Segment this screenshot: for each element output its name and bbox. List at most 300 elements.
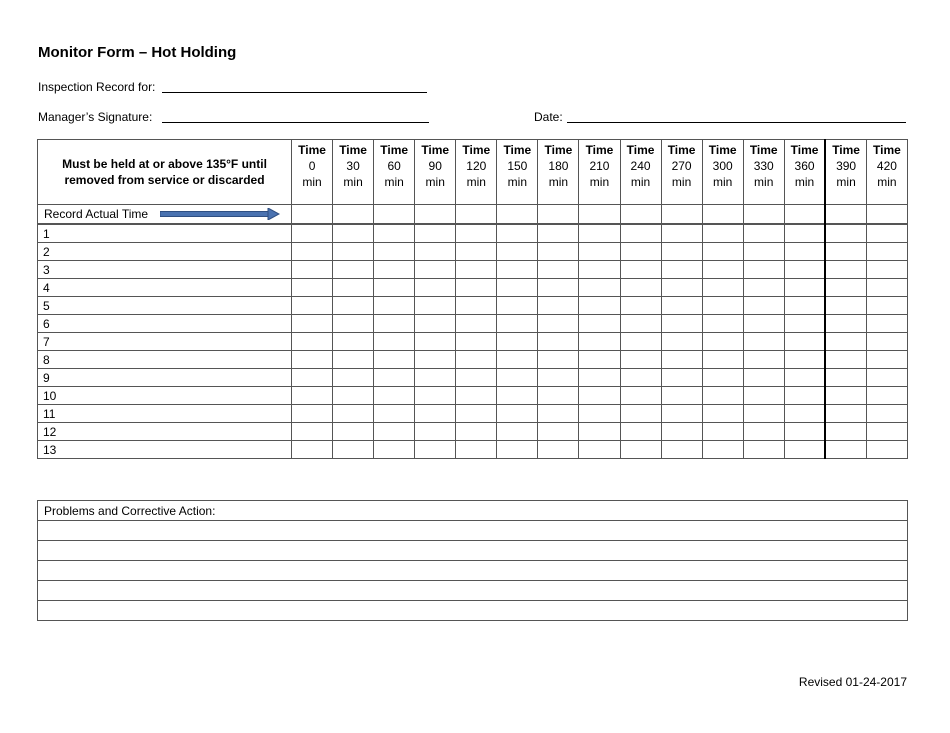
temperature-cell[interactable] — [456, 369, 497, 387]
temperature-cell[interactable] — [415, 315, 456, 333]
inspection-record-input[interactable] — [162, 92, 427, 93]
temperature-cell[interactable] — [538, 297, 579, 315]
temperature-cell[interactable] — [333, 224, 374, 243]
temperature-cell[interactable] — [743, 405, 784, 423]
temperature-cell[interactable] — [374, 297, 415, 315]
time-header-unit: min — [754, 175, 774, 189]
temperature-cell[interactable] — [456, 297, 497, 315]
temperature-cell[interactable] — [415, 261, 456, 279]
temperature-cell[interactable] — [538, 261, 579, 279]
temperature-cell[interactable] — [825, 224, 866, 243]
time-header-unit: min — [507, 175, 528, 189]
temperature-cell[interactable] — [333, 279, 374, 297]
temperature-cell[interactable] — [866, 423, 907, 441]
temperature-cell[interactable] — [415, 279, 456, 297]
time-column-header — [292, 140, 333, 205]
temperature-cell[interactable] — [743, 387, 784, 405]
time-header-unit: min — [384, 175, 404, 189]
temperature-cell[interactable] — [456, 224, 497, 243]
revised-date: Revised 01-24-2017 — [798, 675, 907, 689]
temperature-cell[interactable] — [743, 315, 784, 333]
problems-label: Problems and Corrective Action: — [38, 501, 908, 521]
time-header-value: 90 — [428, 159, 442, 173]
time-header-unit: min — [877, 175, 897, 189]
time-header-value: 420 — [876, 159, 897, 173]
row-number: 12 — [38, 423, 292, 441]
temperature-cell[interactable] — [374, 441, 415, 459]
temperature-cell[interactable] — [784, 279, 825, 297]
temperature-cell[interactable] — [702, 243, 743, 261]
temperature-cell[interactable] — [374, 243, 415, 261]
record-time-cell[interactable] — [415, 205, 456, 225]
temperature-cell[interactable] — [825, 279, 866, 297]
temperature-cell[interactable] — [292, 351, 333, 369]
temperature-cell[interactable] — [825, 423, 866, 441]
temperature-cell[interactable] — [866, 405, 907, 423]
temperature-cell[interactable] — [702, 387, 743, 405]
row-number: 5 — [38, 297, 292, 315]
temperature-cell[interactable] — [620, 405, 661, 423]
temperature-cell[interactable] — [333, 369, 374, 387]
temperature-cell[interactable] — [292, 279, 333, 297]
temperature-cell[interactable] — [333, 441, 374, 459]
time-header-value: 300 — [712, 159, 733, 173]
temperature-cell[interactable] — [538, 315, 579, 333]
temperature-cell[interactable] — [497, 224, 538, 243]
temperature-cell[interactable] — [374, 351, 415, 369]
temperature-cell[interactable] — [579, 423, 620, 441]
temperature-cell[interactable] — [538, 369, 579, 387]
temperature-cell[interactable] — [538, 243, 579, 261]
time-header-value: 60 — [387, 159, 401, 173]
table-row — [38, 297, 908, 315]
temperature-cell[interactable] — [743, 224, 784, 243]
temperature-cell[interactable] — [497, 369, 538, 387]
temperature-cell[interactable] — [538, 405, 579, 423]
temperature-cell[interactable] — [374, 315, 415, 333]
temperature-cell[interactable] — [374, 224, 415, 243]
temperature-cell[interactable] — [292, 333, 333, 351]
temperature-cell[interactable] — [374, 369, 415, 387]
temperature-cell[interactable] — [784, 423, 825, 441]
temperature-cell[interactable] — [415, 441, 456, 459]
temperature-cell[interactable] — [866, 315, 907, 333]
temperature-cell[interactable] — [415, 243, 456, 261]
temperature-cell[interactable] — [620, 387, 661, 405]
row-number: 10 — [38, 387, 292, 405]
temperature-cell[interactable] — [825, 405, 866, 423]
temperature-cell[interactable] — [292, 423, 333, 441]
temperature-cell[interactable] — [702, 315, 743, 333]
temperature-cell[interactable] — [784, 405, 825, 423]
row-number: 3 — [38, 261, 292, 279]
temperature-cell[interactable] — [456, 387, 497, 405]
record-time-cell[interactable] — [620, 205, 661, 225]
temperature-cell[interactable] — [579, 387, 620, 405]
temperature-cell[interactable] — [743, 423, 784, 441]
temperature-cell[interactable] — [497, 243, 538, 261]
time-header-unit: min — [712, 175, 733, 189]
temperature-cell[interactable] — [415, 351, 456, 369]
date-label: Date: — [534, 110, 563, 124]
temperature-cell[interactable] — [702, 441, 743, 459]
temperature-cell[interactable] — [456, 423, 497, 441]
temperature-cell[interactable] — [702, 297, 743, 315]
temperature-cell[interactable] — [784, 387, 825, 405]
time-header-value: 120 — [466, 159, 487, 173]
temperature-cell[interactable] — [784, 315, 825, 333]
temperature-cell[interactable] — [456, 315, 497, 333]
temperature-cell[interactable] — [866, 297, 907, 315]
temperature-cell[interactable] — [825, 441, 866, 459]
temperature-cell[interactable] — [292, 441, 333, 459]
temperature-cell[interactable] — [743, 369, 784, 387]
temperature-cell[interactable] — [702, 333, 743, 351]
temperature-cell[interactable] — [825, 261, 866, 279]
row-number: 7 — [38, 333, 292, 351]
temperature-cell[interactable] — [866, 387, 907, 405]
corrective-action-entry[interactable] — [38, 601, 908, 621]
temperature-cell[interactable] — [661, 279, 702, 297]
manager-signature-label: Manager’s Signature: — [38, 110, 153, 124]
temperature-cell[interactable] — [620, 279, 661, 297]
temperature-cell[interactable] — [620, 243, 661, 261]
row-number: 11 — [38, 405, 292, 423]
time-column-header — [620, 140, 661, 205]
temperature-cell[interactable] — [661, 441, 702, 459]
temperature-cell[interactable] — [333, 405, 374, 423]
temperature-cell[interactable] — [743, 297, 784, 315]
table-header-row — [38, 140, 908, 205]
temperature-cell[interactable] — [620, 423, 661, 441]
temperature-cell[interactable] — [415, 423, 456, 441]
temperature-cell[interactable] — [661, 369, 702, 387]
temperature-cell[interactable] — [784, 297, 825, 315]
time-header-label: Time — [462, 143, 491, 157]
temperature-cell[interactable] — [333, 423, 374, 441]
time-column-header — [333, 140, 374, 205]
temperature-cell[interactable] — [743, 441, 784, 459]
time-header-value: 330 — [753, 159, 774, 173]
temperature-cell[interactable] — [333, 297, 374, 315]
table-row — [38, 279, 908, 297]
problems-header-row — [38, 501, 908, 521]
temperature-cell[interactable] — [784, 243, 825, 261]
temperature-cell[interactable] — [456, 333, 497, 351]
temperature-cell[interactable] — [743, 351, 784, 369]
temperature-cell[interactable] — [784, 351, 825, 369]
temperature-cell[interactable] — [497, 441, 538, 459]
table-row — [38, 315, 908, 333]
table-row — [38, 387, 908, 405]
record-time-cell[interactable] — [374, 205, 415, 225]
temperature-cell[interactable] — [579, 369, 620, 387]
temperature-cell[interactable] — [743, 243, 784, 261]
time-header-label: Time — [585, 143, 614, 157]
temperature-cell[interactable] — [579, 297, 620, 315]
temperature-cell[interactable] — [456, 441, 497, 459]
row-number: 13 — [38, 441, 292, 459]
record-time-cell[interactable] — [661, 205, 702, 225]
temperature-cell[interactable] — [415, 405, 456, 423]
temperature-cell[interactable] — [825, 333, 866, 351]
temperature-cell[interactable] — [661, 315, 702, 333]
record-time-cell[interactable] — [333, 205, 374, 225]
temperature-cell[interactable] — [620, 224, 661, 243]
temperature-cell[interactable] — [825, 387, 866, 405]
record-time-cell[interactable] — [292, 205, 333, 225]
problems-row — [38, 581, 908, 601]
temperature-cell[interactable] — [825, 369, 866, 387]
time-header-label: Time — [626, 143, 655, 157]
temperature-cell[interactable] — [784, 441, 825, 459]
corrective-action-entry[interactable] — [38, 581, 908, 601]
time-column-header — [415, 140, 456, 205]
temperature-cell[interactable] — [374, 405, 415, 423]
time-column-header — [374, 140, 415, 205]
table-row — [38, 423, 908, 441]
time-column-header — [456, 140, 497, 205]
time-column-header — [784, 140, 825, 205]
table-row — [38, 369, 908, 387]
date-input[interactable] — [567, 122, 906, 123]
temperature-cell[interactable] — [702, 405, 743, 423]
temperature-cell[interactable] — [415, 369, 456, 387]
time-header-label: Time — [298, 143, 326, 157]
temperature-cell[interactable] — [292, 405, 333, 423]
time-column-header — [702, 140, 743, 205]
temperature-cell[interactable] — [456, 261, 497, 279]
temperature-cell[interactable] — [702, 279, 743, 297]
temperature-cell[interactable] — [579, 405, 620, 423]
temperature-cell[interactable] — [292, 261, 333, 279]
row-number: 2 — [38, 243, 292, 261]
time-column-header — [825, 140, 866, 205]
temperature-cell[interactable] — [415, 333, 456, 351]
temperature-cell[interactable] — [333, 261, 374, 279]
temperature-cell[interactable] — [292, 315, 333, 333]
temperature-cell[interactable] — [292, 387, 333, 405]
problems-row — [38, 521, 908, 541]
temperature-cell[interactable] — [743, 279, 784, 297]
inspection-record-label: Inspection Record for: — [38, 80, 156, 94]
row-number: 6 — [38, 315, 292, 333]
temperature-cell[interactable] — [497, 297, 538, 315]
temperature-cell[interactable] — [579, 224, 620, 243]
temperature-cell[interactable] — [374, 279, 415, 297]
temperature-cell[interactable] — [702, 423, 743, 441]
row-number: 8 — [38, 351, 292, 369]
temperature-cell[interactable] — [661, 351, 702, 369]
temperature-cell[interactable] — [825, 351, 866, 369]
time-column-header — [866, 140, 907, 205]
temperature-cell[interactable] — [866, 261, 907, 279]
temperature-cell[interactable] — [661, 243, 702, 261]
temperature-cell[interactable] — [661, 261, 702, 279]
temperature-cell[interactable] — [825, 315, 866, 333]
record-actual-time-row — [38, 205, 908, 225]
temperature-cell[interactable] — [374, 423, 415, 441]
record-time-cell[interactable] — [784, 205, 825, 225]
time-header-label: Time — [421, 143, 450, 157]
temperature-cell[interactable] — [661, 297, 702, 315]
problems-row — [38, 601, 908, 621]
temperature-cell[interactable] — [374, 261, 415, 279]
temperature-cell[interactable] — [702, 224, 743, 243]
time-header-value: 240 — [630, 159, 651, 173]
temperature-cell[interactable] — [292, 243, 333, 261]
temperature-cell[interactable] — [866, 243, 907, 261]
temperature-cell[interactable] — [579, 333, 620, 351]
time-header-unit: min — [548, 175, 569, 189]
table-row — [38, 351, 908, 369]
time-header-label: Time — [790, 143, 819, 157]
temperature-cell[interactable] — [743, 261, 784, 279]
temperature-cell[interactable] — [456, 279, 497, 297]
table-row — [38, 224, 908, 243]
time-header-label: Time — [667, 143, 696, 157]
temperature-cell[interactable] — [620, 315, 661, 333]
time-header-label: Time — [832, 143, 860, 157]
record-time-cell[interactable] — [538, 205, 579, 225]
time-header-label: Time — [749, 143, 778, 157]
manager-signature-input[interactable] — [162, 122, 429, 123]
temperature-cell[interactable] — [415, 387, 456, 405]
time-header-unit: min — [630, 175, 651, 189]
temperature-cell[interactable] — [825, 297, 866, 315]
temperature-cell[interactable] — [538, 351, 579, 369]
temperature-cell[interactable] — [661, 423, 702, 441]
temperature-cell[interactable] — [292, 224, 333, 243]
temperature-cell[interactable] — [292, 297, 333, 315]
holding-requirement: Must be held at or above 135°F until removed from service or discarded — [38, 140, 292, 205]
temperature-cell[interactable] — [497, 333, 538, 351]
temperature-cell[interactable] — [538, 387, 579, 405]
arrow-right-icon — [160, 208, 280, 220]
temperature-cell[interactable] — [661, 224, 702, 243]
temperature-cell[interactable] — [866, 351, 907, 369]
temperature-cell[interactable] — [784, 224, 825, 243]
corrective-action-entry[interactable] — [38, 561, 908, 581]
temperature-cell[interactable] — [456, 351, 497, 369]
record-time-cell[interactable] — [497, 205, 538, 225]
temperature-cell[interactable] — [333, 243, 374, 261]
time-header-label: Time — [544, 143, 573, 157]
temperature-cell[interactable] — [333, 351, 374, 369]
temperature-cell[interactable] — [784, 333, 825, 351]
time-column-header — [497, 140, 538, 205]
temperature-cell[interactable] — [743, 333, 784, 351]
temperature-cell[interactable] — [579, 351, 620, 369]
temperature-cell[interactable] — [579, 243, 620, 261]
temperature-cell[interactable] — [866, 441, 907, 459]
time-column-header — [661, 140, 702, 205]
temperature-cell[interactable] — [456, 405, 497, 423]
time-header-value: 30 — [346, 159, 360, 173]
time-header-unit: min — [425, 175, 445, 189]
time-column-header — [579, 140, 620, 205]
temperature-cell[interactable] — [702, 369, 743, 387]
temperature-cell[interactable] — [702, 261, 743, 279]
row-number: 1 — [38, 224, 292, 243]
temperature-cell[interactable] — [374, 387, 415, 405]
temperature-cell[interactable] — [497, 405, 538, 423]
record-time-cell[interactable] — [866, 205, 907, 225]
record-time-cell[interactable] — [702, 205, 743, 225]
temperature-cell[interactable] — [620, 261, 661, 279]
temperature-cell[interactable] — [292, 369, 333, 387]
temperature-cell[interactable] — [333, 333, 374, 351]
temperature-cell[interactable] — [866, 369, 907, 387]
temperature-cell[interactable] — [866, 224, 907, 243]
temperature-cell[interactable] — [620, 351, 661, 369]
temperature-cell[interactable] — [538, 333, 579, 351]
temperature-cell[interactable] — [538, 279, 579, 297]
temperature-cell[interactable] — [497, 279, 538, 297]
temperature-cell[interactable] — [579, 279, 620, 297]
temperature-cell[interactable] — [784, 261, 825, 279]
temperature-cell[interactable] — [538, 441, 579, 459]
temperature-cell[interactable] — [620, 297, 661, 315]
temperature-cell[interactable] — [579, 441, 620, 459]
temperature-cell[interactable] — [661, 405, 702, 423]
temperature-cell[interactable] — [579, 315, 620, 333]
temperature-cell[interactable] — [866, 333, 907, 351]
time-header-unit: min — [794, 175, 815, 189]
hot-holding-log-table — [37, 139, 908, 459]
temperature-cell[interactable] — [497, 261, 538, 279]
temperature-cell[interactable] — [702, 351, 743, 369]
temperature-cell[interactable] — [538, 423, 579, 441]
time-header-unit: min — [302, 175, 322, 189]
temperature-cell[interactable] — [661, 387, 702, 405]
temperature-cell[interactable] — [620, 333, 661, 351]
corrective-action-entry[interactable] — [38, 521, 908, 541]
temperature-cell[interactable] — [497, 315, 538, 333]
record-time-cell[interactable] — [743, 205, 784, 225]
record-time-cell[interactable] — [579, 205, 620, 225]
record-time-cell[interactable] — [825, 205, 866, 225]
temperature-cell[interactable] — [620, 369, 661, 387]
temperature-cell[interactable] — [374, 333, 415, 351]
temperature-cell[interactable] — [415, 224, 456, 243]
time-header-label: Time — [380, 143, 409, 157]
temperature-cell[interactable] — [825, 243, 866, 261]
temperature-cell[interactable] — [456, 243, 497, 261]
table-row — [38, 441, 908, 459]
time-header-value: 210 — [589, 159, 610, 173]
temperature-cell[interactable] — [538, 224, 579, 243]
time-header-value: 180 — [548, 159, 569, 173]
temperature-cell[interactable] — [497, 387, 538, 405]
page-title: Monitor Form – Hot Holding — [38, 44, 237, 61]
temperature-cell[interactable] — [784, 369, 825, 387]
temperature-cell[interactable] — [415, 297, 456, 315]
temperature-cell[interactable] — [579, 261, 620, 279]
table-row — [38, 405, 908, 423]
temperature-cell[interactable] — [866, 279, 907, 297]
temperature-cell[interactable] — [333, 387, 374, 405]
temperature-cell[interactable] — [497, 423, 538, 441]
temperature-cell[interactable] — [661, 333, 702, 351]
temperature-cell[interactable] — [620, 441, 661, 459]
corrective-action-entry[interactable] — [38, 541, 908, 561]
temperature-cell[interactable] — [333, 315, 374, 333]
record-time-cell[interactable] — [456, 205, 497, 225]
time-header-value: 270 — [671, 159, 692, 173]
temperature-cell[interactable] — [497, 351, 538, 369]
time-header-label: Time — [708, 143, 737, 157]
